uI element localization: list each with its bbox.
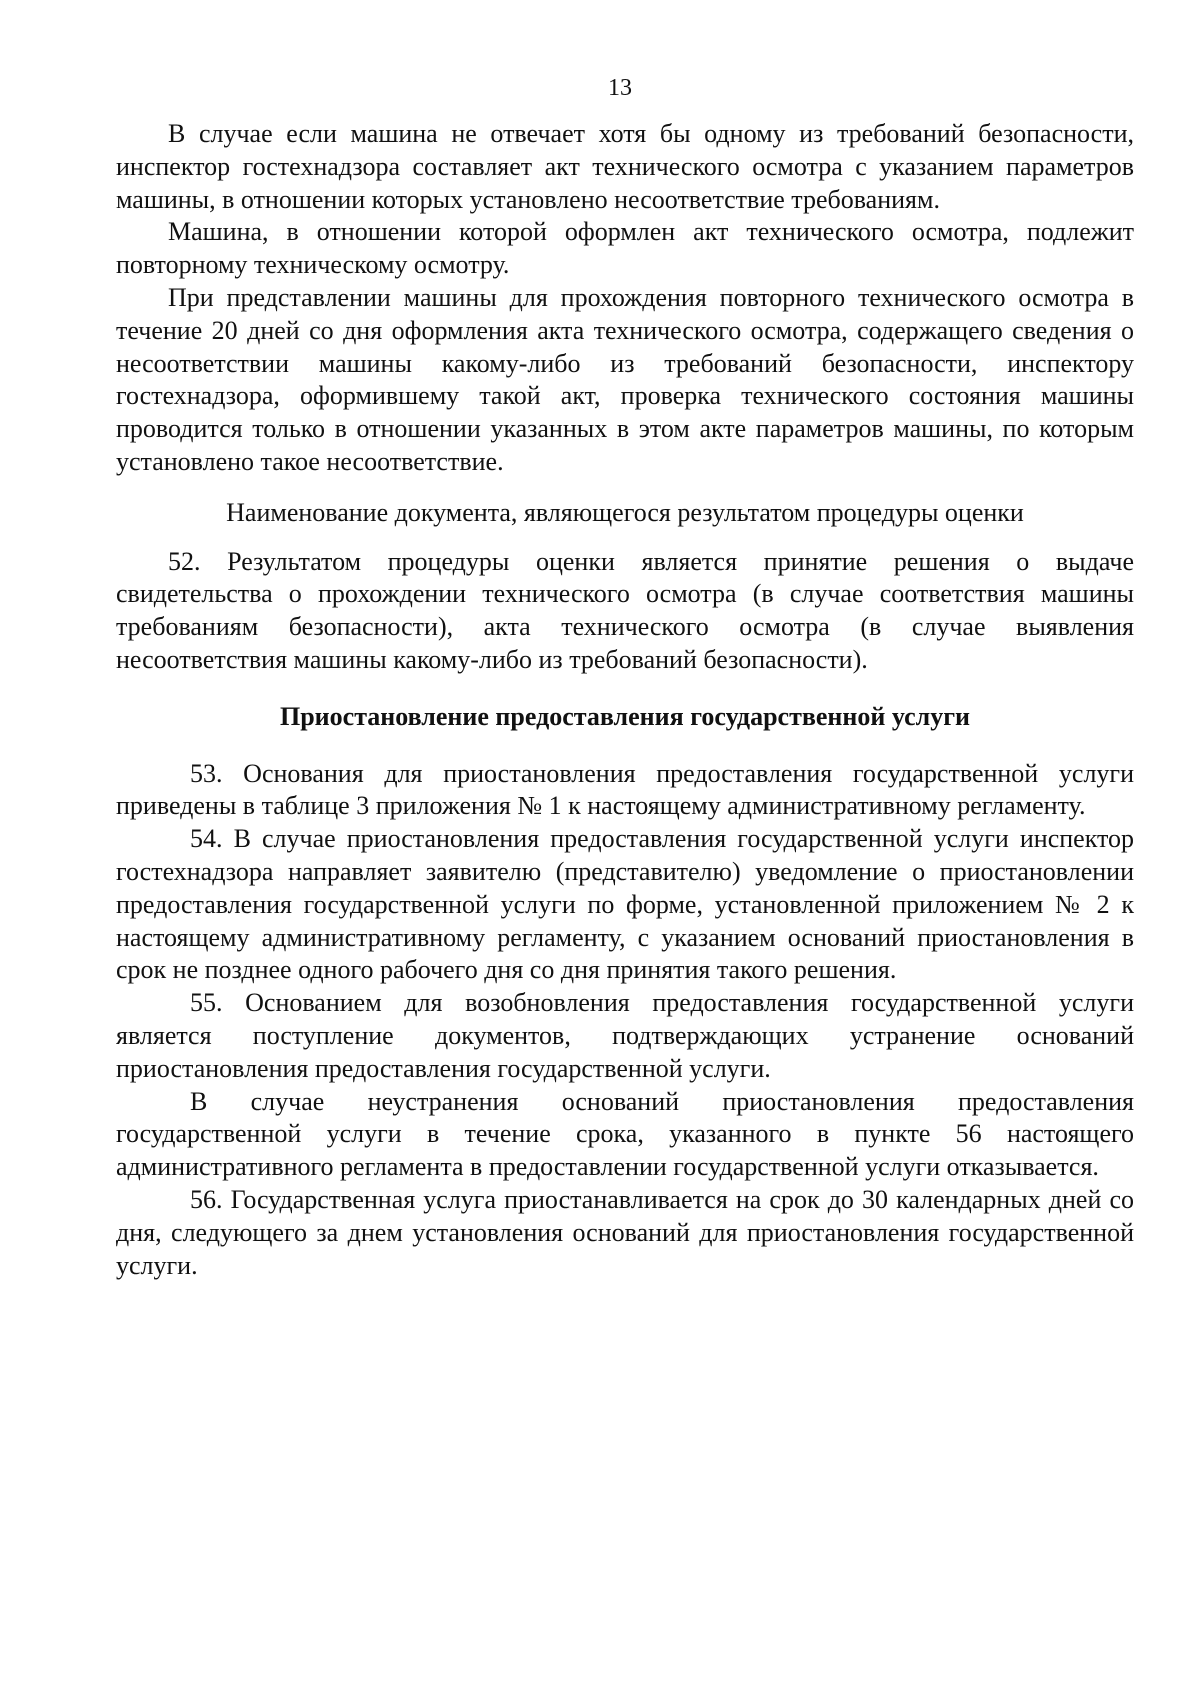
section-heading-result-document: Наименование документа, являющегося результатом процедуры оценки bbox=[226, 497, 1024, 527]
paragraph-repeat-inspection-conditions: При представлении машины для прохождения повторного технического осмотра в течение 20 дней со дня оформления акта технического осмотра, содержащего сведения о несоответствии машины какому-либо из требований безопасности, инспектору гостехнадзора, оформившему такой акт, проверка технического состояния машины проводится только в отношении указанных в этом акте параметров машины, по которым установлено такое несоответствие. bbox=[116, 282, 1134, 476]
paragraph-55: 55. Основанием для возобновления предоставления государственной услуги является поступление документов, подтверждающих устранение оснований приостановления предоставления государственной услуги. bbox=[116, 988, 1134, 1083]
paragraph-repeat-inspection: Машина, в отношении которой оформлен акт технического осмотра, подлежит повторному техническому осмотру. bbox=[116, 217, 1134, 280]
paragraph-53: 53. Основания для приостановления предоставления государственной услуги приведены в таблице 3 приложения № 1 к настоящему административному регламенту. bbox=[116, 758, 1134, 821]
paragraph-refusal: В случае неустранения оснований приостановления предоставления государственной услуги в течение срока, указанного в пункте 56 настоящего административного регламента в предоставлении государственной услуги отказывается. bbox=[116, 1086, 1134, 1182]
document-body bbox=[116, 118, 1134, 1282]
page-number: 13 bbox=[608, 75, 632, 101]
paragraph-noncompliance-act: В случае если машина не отвечает хотя бы одному из требований безопасности, инспектор гостехнадзора составляет акт технического осмотра с указанием параметров машины, в отношении которых установлено несоответствие требованиям. bbox=[116, 119, 1134, 214]
paragraph-56: 56. Государственная услуга приостанавливается на срок до 30 календарных дней со дня, следующего за днем установления оснований для приостановления государственной услуги. bbox=[116, 1184, 1134, 1280]
section-heading-suspension: Приостановление предоставления государственной услуги bbox=[279, 701, 970, 731]
paragraph-52: 52. Результатом процедуры оценки является принятие решения о выдаче свидетельства о прохождении технического осмотра (в случае соответствия машины требованиям безопасности), акта технического осмотра (в случае выявления несоответствия машины какому-либо из требований безопасности). bbox=[116, 546, 1134, 674]
paragraph-54: 54. В случае приостановления предоставления государственной услуги инспектор гостехнадзора направляет заявителю (представителю) уведомление о приостановлении предоставления государственной услуги по форме, установленной приложением № 2 к настоящему административному регламенту, с указанием оснований приостановления в срок не позднее одного рабочего дня со дня принятия такого решения. bbox=[116, 824, 1134, 985]
